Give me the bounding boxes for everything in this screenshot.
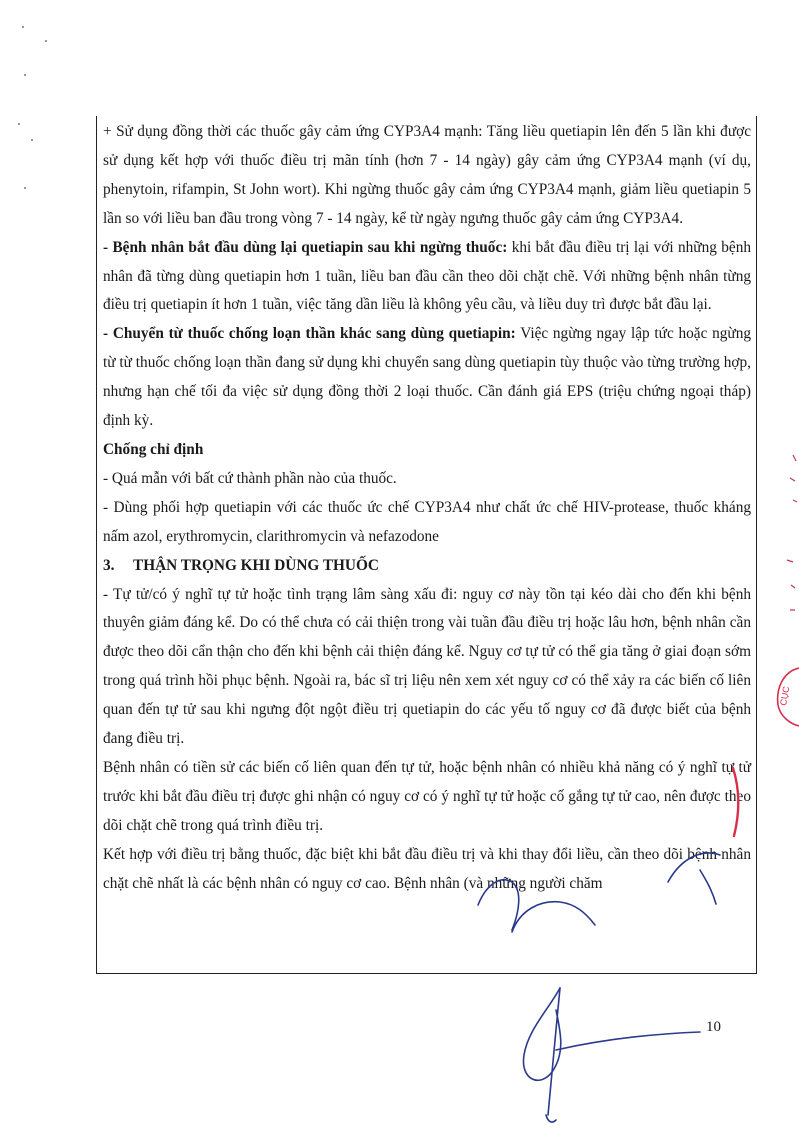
bold-lead: - Bệnh nhân bắt đầu dùng lại quetiapin sau khi ngừng thuốc:: [103, 238, 508, 256]
signature-mark: [478, 853, 720, 1122]
section-title: THẬN TRỌNG KHI DÙNG THUỐC: [133, 556, 379, 574]
contraindication-heading: Chống chỉ định: [103, 440, 204, 458]
red-pen-mark: [733, 768, 738, 836]
bold-lead: - Chuyển từ thuốc chống loạn thần khác sang dùng quetiapin:: [103, 325, 516, 343]
stamp-text: CỤC: [778, 685, 792, 707]
paragraph-history-patients: Bệnh nhân có tiền sử các biến cố liên quan đến tự tử, hoặc bệnh nhân có nhiều khả năng có ý nghĩ tự tử trước khi bắt đầu điều trị được ghi nhận có nguy cơ có ý nghĩ tự tử hoặc cố gắng tự tử cao, nên được theo dõi chặt chẽ trong quá trình điều trị.: [103, 758, 751, 834]
red-stamp-fragment: [778, 455, 799, 726]
paragraph-restart-quetiapin: - Bệnh nhân bắt đầu dùng lại quetiapin sau khi ngừng thuốc: khi bắt đầu điều trị lại với những bệnh nhân đã từng dùng quetiapin hơn 1 tuần, liều ban đầu cần theo dõi chặt chẽ. Với những bệnh nhân từng điều trị quetiapin ít hơn 1 tuần, việc tăng dần liều là không yêu cầu, và liều duy trì được bắt đầu lại.: [103, 238, 751, 314]
contraindication-item: - Dùng phối hợp quetiapin với các thuốc ức chế CYP3A4 như chất ức chế HIV-protease, thuốc kháng nấm azol, erythromycin, clarithromycin và nefazodone: [103, 498, 751, 545]
section-number: 3.: [103, 556, 115, 574]
paragraph-switch-antipsychotic: - Chuyển từ thuốc chống loạn thần khác sang dùng quetiapin: Việc ngừng ngay lập tức hoặc ngừng từ từ thuốc chống loạn thần đang sử dụng khi chuyển sang dùng quetiapin tùy thuộc vào từng trường hợp, nhưng hạn chế tối đa việc sử dụng đồng thời 2 loại thuốc. Cần đánh giá EPS (triệu chứng ngoại tháp) định kỳ.: [103, 325, 751, 430]
paragraph-monitoring: Kết hợp với điều trị bằng thuốc, đặc biệt khi bắt đầu điều trị và khi thay đổi liều, cần theo dõi bệnh nhân chặt chẽ nhất là các bệnh nhân có nguy cơ cao. Bệnh nhân (và những người chăm: [103, 845, 751, 892]
paragraph-cyp3a4-inducers: + Sử dụng đồng thời các thuốc gây cảm ứng CYP3A4 mạnh: Tăng liều quetiapin lên đến 5 lần khi được sử dụng kết hợp với thuốc điều trị mãn tính (hơn 7 - 14 ngày) gây cảm ứng CYP3A4 mạnh (ví dụ, phenytoin, rifampin, St John wort). Khi ngừng thuốc gây cảm ứng CYP3A4 mạnh, giảm liều quetiapin 5 lần so với liều ban đầu trong vòng 7 - 14 ngày, kể từ ngày ngưng thuốc gây cảm ứng CYP3A4.: [103, 123, 751, 227]
page-number: 10: [706, 1019, 721, 1035]
paragraph-suicide-risk: - Tự tử/có ý nghĩ tự tử hoặc tình trạng lâm sàng xấu đi: nguy cơ này tồn tại kéo dài cho đến khi bệnh thuyên giảm đáng kể. Do có thể chưa có cải thiện trong vài tuần đầu điều trị hoặc lâu hơn, bệnh nhân cần được theo dõi cẩn thận cho đến khi bệnh cải thiện đáng kể. Nguy cơ tự tử có thể gia tăng ở giai đoạn sớm trong quá trình hồi phục bệnh. Ngoài ra, bác sĩ trị liệu nên xem xét nguy cơ có thể xảy ra các biến cố liên quan đến tự tử sau khi ngưng đột ngột điều trị quetiapin do các yếu tố nguy cơ đã được biết của bệnh đang điều trị.: [103, 585, 751, 748]
contraindication-item: - Quá mẫn với bất cứ thành phần nào của thuốc.: [103, 469, 397, 487]
